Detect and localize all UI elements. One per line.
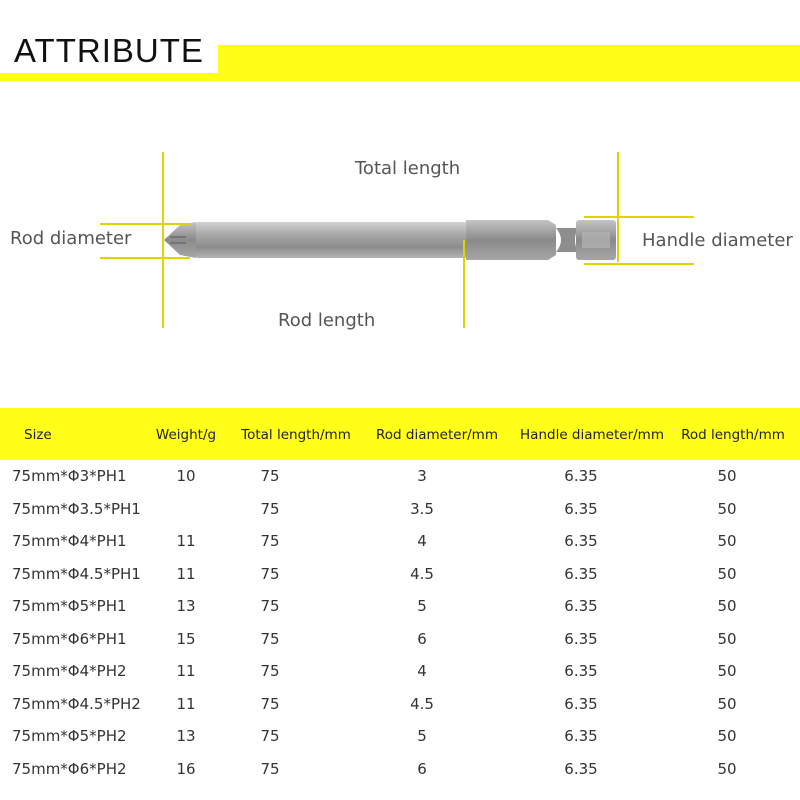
cell-rod-diameter: 5 [417,597,427,615]
phillips-tip [164,222,196,258]
cell-size: 75mm*Φ5*PH2 [12,727,127,745]
cell-rod-diameter: 5 [417,727,427,745]
spec-table-header [0,408,800,460]
cell-rod-length: 50 [717,597,737,615]
cell-handle-diameter: 6.35 [564,564,598,583]
rod-diameter-label: Rod diameter [10,228,132,249]
cell-handle-diameter: 6.35 [564,727,598,745]
header-size: Size [24,427,52,443]
cell-size: 75mm*Φ4*PH1 [12,532,127,550]
cell-rod-length: 50 [717,467,737,485]
cell-size: 75mm*Φ4*PH2 [12,662,127,680]
cell-rod-diameter: 4 [417,532,427,550]
cell-handle-diameter: 6.35 [564,532,598,550]
spec-table-body [0,460,800,785]
page-title: ATTRIBUTE [0,29,218,73]
table-row [0,590,800,623]
cell-rod-length: 50 [717,727,737,745]
cell-rod-length: 50 [717,629,737,648]
table-row [0,460,800,493]
table-row [0,525,800,558]
cell-total-length: 75 [260,694,280,713]
cell-rod-length: 50 [717,499,737,518]
cell-handle-diameter: 6.35 [564,662,598,680]
bit-neck [556,228,578,252]
cell-size: 75mm*Φ6*PH1 [12,629,127,648]
cell-rod-diameter: 3.5 [410,499,434,518]
hex-facet [582,232,610,248]
cell-rod-length: 50 [717,759,737,778]
cell-weight: 11 [176,532,196,550]
cell-rod-diameter: 4 [417,662,427,680]
cell-total-length: 75 [260,532,280,550]
cell-total-length: 75 [260,629,280,648]
cell-weight: 16 [176,759,196,778]
cell-rod-diameter: 6 [417,759,427,778]
cell-size: 75mm*Φ5*PH1 [12,597,127,615]
cell-weight: 11 [176,662,196,680]
cell-handle-diameter: 6.35 [564,467,598,485]
header-handle-diameter: Handle diameter/mm [520,427,664,443]
cell-size: 75mm*Φ6*PH2 [12,759,127,778]
table-row [0,753,800,786]
total-length-label: Total length [355,158,461,179]
hex-collar [466,220,556,260]
cell-rod-length: 50 [717,662,737,680]
table-row [0,623,800,656]
cell-rod-diameter: 4.5 [410,564,434,583]
cell-handle-diameter: 6.35 [564,629,598,648]
header-rod-length: Rod length/mm [681,427,785,443]
cell-handle-diameter: 6.35 [564,759,598,778]
cell-rod-diameter: 6 [417,629,427,648]
cell-size: 75mm*Φ3*PH1 [12,467,127,485]
bit-dimension-diagram [0,100,800,400]
screwdriver-bit-image [164,220,616,260]
rod-length-label: Rod length [278,310,376,331]
cell-size: 75mm*Φ4.5*PH2 [12,694,141,713]
header-total-length: Total length/mm [241,427,351,443]
cell-handle-diameter: 6.35 [564,597,598,615]
cell-weight: 10 [176,467,196,485]
table-row [0,493,800,526]
cell-rod-length: 50 [717,564,737,583]
table-row [0,655,800,688]
cell-rod-diameter: 3 [417,467,427,485]
cell-size: 75mm*Φ4.5*PH1 [12,564,141,583]
cell-total-length: 75 [260,759,280,778]
cell-total-length: 75 [260,564,280,583]
cell-weight: 11 [176,564,196,583]
header-banner [0,0,800,90]
header-weight: Weight/g [155,427,217,443]
cell-rod-length: 50 [717,694,737,713]
cell-weight: 15 [176,629,196,648]
cell-total-length: 75 [260,467,280,485]
table-row [0,688,800,721]
cell-total-length: 75 [260,597,280,615]
cell-handle-diameter: 6.35 [564,694,598,713]
table-row [0,558,800,591]
header-rod-diameter: Rod diameter/mm [376,427,498,443]
table-row [0,720,800,753]
cell-rod-diameter: 4.5 [410,694,434,713]
cell-size: 75mm*Φ3.5*PH1 [12,499,141,518]
handle-diameter-label: Handle diameter [642,230,793,251]
cell-weight: 13 [176,597,196,615]
spec-table [0,408,800,785]
bit-rod [196,222,468,258]
cell-rod-length: 50 [717,532,737,550]
cell-handle-diameter: 6.35 [564,499,598,518]
cell-total-length: 75 [260,662,280,680]
cell-weight: 13 [176,727,196,745]
cell-total-length: 75 [260,727,280,745]
cell-weight: 11 [176,694,196,713]
cell-total-length: 75 [260,499,280,518]
